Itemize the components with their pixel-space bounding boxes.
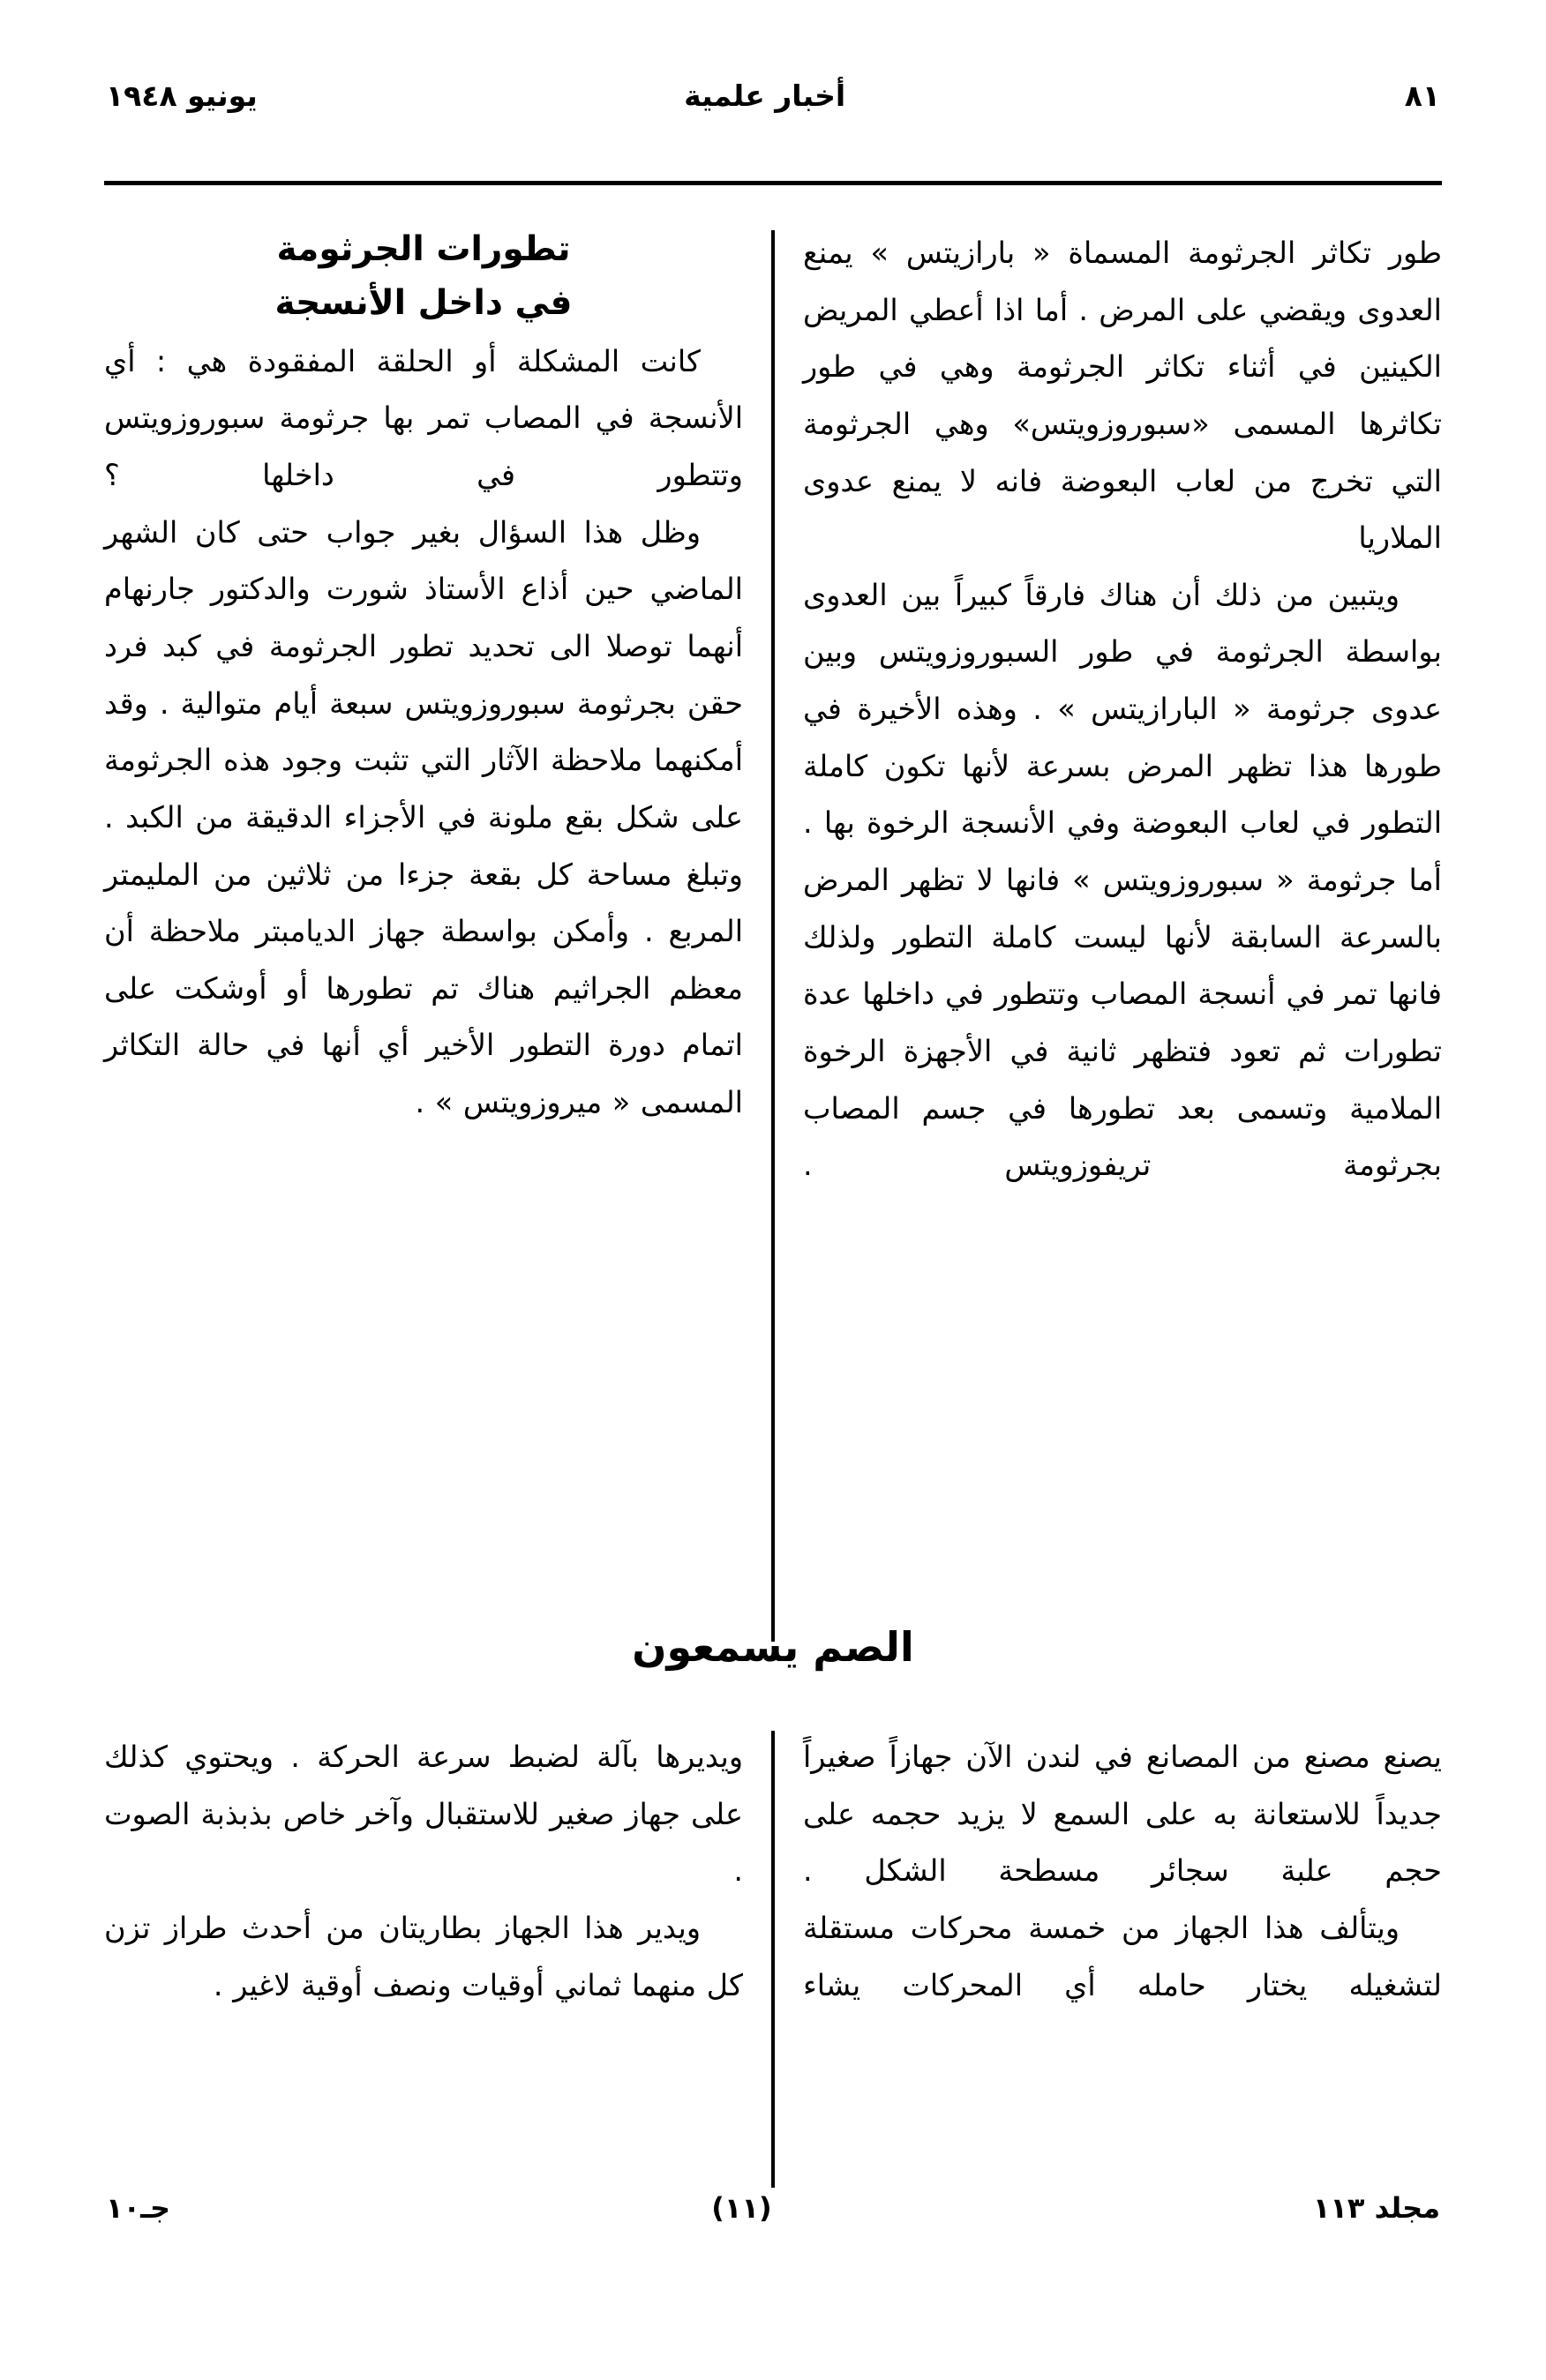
signature-number: (١١)	[711, 2191, 772, 2225]
page-number: ٨١	[1404, 79, 1440, 113]
section-name: أخبار علمية	[684, 79, 846, 113]
article-title-line-2: في داخل الأنسجة	[274, 283, 573, 324]
paragraph: ويديرها بآلة لضبط سرعة الحركة . ويحتوي كذلك على جهاز صغير للاستقبال وآخر خاص بذبذبة الصوت .	[104, 1740, 743, 1889]
paragraph: كانت المشكلة أو الحلقة المفقودة هي : أي الأنسجة في المصاب تمر بها جرثومة سبوروزويتس وتتطور في داخلها ؟	[104, 343, 743, 493]
article-1-right-column	[773, 225, 1442, 1645]
page-footer	[106, 2191, 1440, 2256]
header-rule	[104, 181, 1442, 185]
part-number: جـ١٠	[106, 2191, 171, 2225]
paragraph: وظل هذا السؤال بغير جواب حتى كان الشهر الماضي حين أذاع الأستاذ شورت والدكتور جارنهام أنهما توصلا الى تحديد تطور الجرثومة في كبد فرد حقن بجرثومة سبوروزويتس سبعة أيام متوالية . وقد أمكنهما ملاحظة الآثار التي تثبت وجود هذه الجرثومة على شكل بقع ملونة في الأجزاء الدقيقة من الكبد . وتبلغ مساحة كل بقعة جزءا من ثلاثين من المليمتر المربع . وأمكن بواسطة جهاز الديامبتر ملاحظة أن معظم الجراثيم هناك تم تطورها أو أوشكت على اتمام دورة التطور الأخير أي أنها في حالة التكاثر المسمى « ميروزويتس » .	[104, 514, 743, 1120]
article-title-line-1: تطورات الجرثومة	[276, 229, 571, 269]
volume-number: مجلد ١١٣	[1312, 2191, 1440, 2225]
article-1-left-column	[104, 225, 773, 1645]
paragraph: ويدير هذا الجهاز بطاريتان من أحدث طراز تزن كل منهما ثماني أوقيات ونصف أوقية لاغير .	[104, 1910, 743, 2002]
paragraph: طور تكاثر الجرثومة المسماة « بارازيتس » يمنع العدوى ويقضي على المرض . أما اذا أعطي المريض الكينين في أثناء تكاثر الجرثومة وهي في طور تكاثرها المسمى «سبوروزويتس» وهي الجرثومة التي تخرج من لعاب البعوضة فانه لا يمنع عدوى الملاريا	[803, 236, 1442, 556]
paragraph: ويتبين من ذلك أن هناك فارقاً كبيراً بين العدوى بواسطة الجرثومة في طور السبوروزويتس وبين عدوى جرثومة « البارازيتس » . وهذه الأخيرة في طورها هذا تظهر المرض بسرعة لأنها تكون كاملة التطور في لعاب البعوضة وفي الأنسجة الرخوة بها . أما جرثومة « سبوروزويتس » فانها لا تظهر المرض بالسرعة السابقة لأنها ليست كاملة التطور ولذلك فانها تمر في أنسجة المصاب وتتطور في داخلها عدة تطورات ثم تعود فتظهر ثانية في الأجهزة الرخوة الملامية وتسمى بعد تطورها في جسم المصاب بجرثومة تريفوزويتس .	[803, 577, 1442, 1183]
issue-date: يونيو ١٩٤٨	[106, 79, 258, 113]
article-title-deaf-hear: الصم يسمعون	[632, 1623, 914, 1671]
column-divider	[771, 230, 775, 1642]
article-2-right-column	[773, 1729, 1442, 2223]
article-2-left-column	[104, 1729, 773, 2223]
running-head	[106, 81, 1440, 143]
article-2-heading-band	[104, 1623, 1442, 1720]
paragraph: يصنع مصنع من المصانع في لندن الآن جهازاً صغيراً جديداً للاستعانة به على السمع لا يزيد حجمه على حجم علبة سجائر مسطحة الشكل .	[803, 1740, 1442, 1889]
paragraph: ويتألف هذا الجهاز من خمسة محركات مستقلة لتشغيله يختار حامله أي المحركات يشاء	[803, 1910, 1442, 2002]
column-divider	[771, 1731, 775, 2188]
article-germ-development	[104, 225, 1442, 1645]
article-hearing-aid	[104, 1729, 1442, 2223]
